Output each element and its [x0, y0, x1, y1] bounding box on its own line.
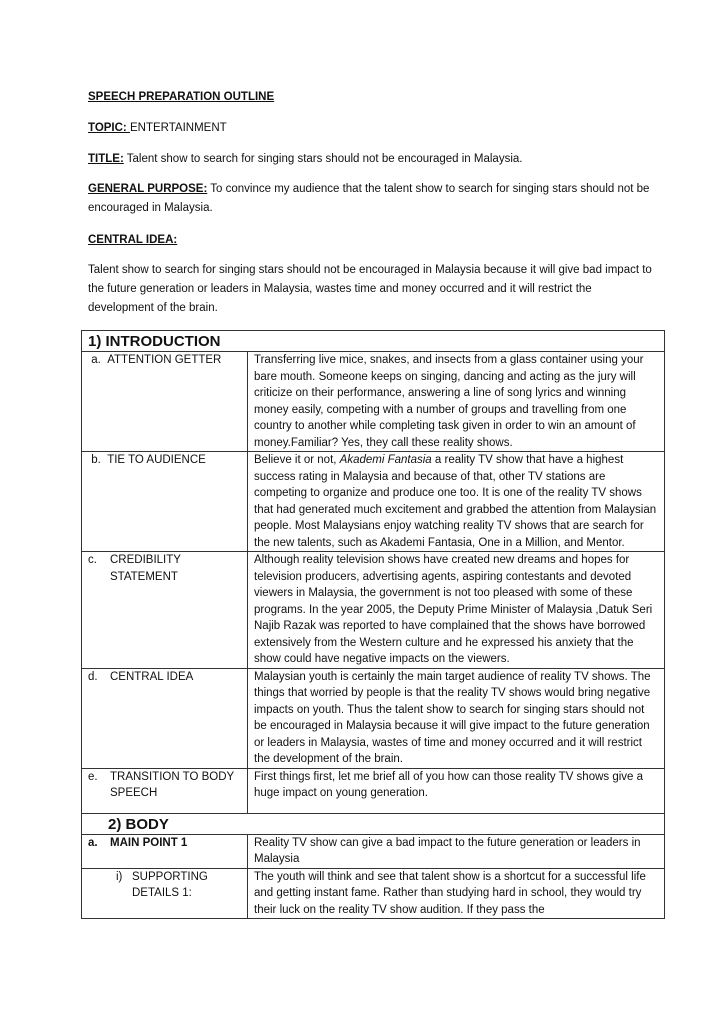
general-purpose-label: GENERAL PURPOSE:	[88, 183, 208, 195]
general-purpose-value: To convince my audience that the talent show to search for singing stars should not be encouraged in Malaysia.	[88, 183, 650, 214]
row-letter: a.	[91, 354, 101, 366]
row-label: SUPPORTING DETAILS 1:	[132, 870, 208, 899]
table-row	[82, 352, 665, 452]
row-label-cell	[82, 452, 248, 552]
row-content: Reality TV show can give a bad impact to the future generation or leaders in Malaysia	[248, 834, 665, 868]
row-content	[248, 452, 665, 552]
topic-line	[88, 119, 227, 138]
row-label: MAIN POINT 1	[110, 836, 188, 849]
body-heading: 2) BODY	[82, 813, 665, 834]
row-content: Malaysian youth is certainly the main target audience of reality TV shows. The things that worried by people is that the reality TV shows would bring negative impacts on youth. Thus the talent show to search for singing stars should not be encouraged in Malaysia because it will give impact to the future generation or leaders in Malaysia, wastes of time and money occurred and it will restrict the development of the brain.	[248, 668, 665, 768]
row-content-italic: Akademi Fantasia	[339, 454, 432, 466]
table-row	[82, 868, 665, 919]
row-letter: b.	[91, 454, 101, 466]
row-content-part: Believe it or not,	[254, 454, 340, 466]
row-label-cell	[82, 834, 248, 868]
row-letter: d.	[88, 670, 98, 683]
row-letter: c.	[88, 554, 97, 566]
topic-value: ENTERTAINMENT	[129, 122, 227, 134]
central-idea-heading: CENTRAL IDEA:	[88, 234, 178, 246]
row-content: Although reality television shows have created new dreams and hopes for television producers, advertising agents, aspiring contestants and devoted viewers in Malaysia, the government is not too pleased with some of these programs. In the year 2005, the Deputy Prime Minister of Malaysia ,Datuk Seri Najib Razak was reported to have complained that the shows have borrowed extensively from the Western culture and he expressed his anxiety that the show could have negative impacts on the viewers.	[248, 552, 665, 669]
introduction-heading-row	[82, 331, 665, 352]
row-label: CREDIBILITY STATEMENT	[110, 554, 181, 583]
row-content: Transferring live mice, snakes, and insects from a glass container using your bare mouth. Someone keeps on singing, dancing and acting as the jury will criticize on their performance, answering a line of song lyrics and winning money easily, competing with a number of groups and travelling from one country to another while completing task given in order to win an amount of money.Familiar? Yes, they call these reality shows.	[248, 352, 665, 452]
title-label: TITLE:	[88, 153, 124, 165]
table-row	[82, 834, 665, 868]
title-value: Talent show to search for singing stars should not be encouraged in Malaysia.	[123, 153, 523, 165]
central-idea-text: Talent show to search for singing stars should not be encouraged in Malaysia because it will give bad impact to the future generation or leaders in Malaysia, wastes time and money occurred and it will restrict the development of the brain.	[88, 264, 652, 314]
outline-heading: SPEECH PREPARATION OUTLINE	[88, 91, 275, 103]
row-label-cell	[82, 768, 248, 813]
general-purpose-line	[88, 180, 653, 218]
row-content: First things first, let me brief all of you how can those reality TV shows give a huge impact on young generation.	[248, 768, 665, 813]
row-letter: a.	[88, 836, 98, 849]
row-label: TRANSITION TO BODY SPEECH	[110, 770, 234, 799]
table-row	[82, 552, 665, 669]
row-label: CENTRAL IDEA	[110, 670, 194, 683]
row-content: The youth will think and see that talent show is a shortcut for a successful life and getting instant fame. Rather than studying hard in school, they would try their luck on the reality TV show audition. If they pass the	[248, 868, 665, 919]
row-label-cell	[82, 868, 248, 919]
row-label-cell	[82, 352, 248, 452]
row-content-part: a reality TV show that have a highest success rating in Malaysia and because of that, other TV stations are competing to organize and produce one too. It is one of the reality TV shows that had generated much excitement and grabbed the attention from Malaysian people. Most Malaysians enjoy watching reality TV shows that are search for the new talents, such as Akademi Fantasia, One in a Million, and Mentor.	[254, 454, 657, 549]
body-heading-row	[82, 813, 665, 834]
row-label-cell	[82, 668, 248, 768]
outline-table	[81, 330, 665, 919]
row-letter: e.	[88, 770, 98, 783]
table-row	[82, 768, 665, 813]
introduction-heading: 1) INTRODUCTION	[82, 331, 665, 352]
table-row	[82, 452, 665, 552]
table-row	[82, 668, 665, 768]
row-label: ATTENTION GETTER	[107, 354, 222, 366]
row-label-cell	[82, 552, 248, 669]
title-line	[88, 150, 522, 169]
row-letter: i)	[116, 870, 123, 883]
topic-label: TOPIC:	[88, 122, 130, 134]
row-label: TIE TO AUDIENCE	[107, 454, 206, 466]
